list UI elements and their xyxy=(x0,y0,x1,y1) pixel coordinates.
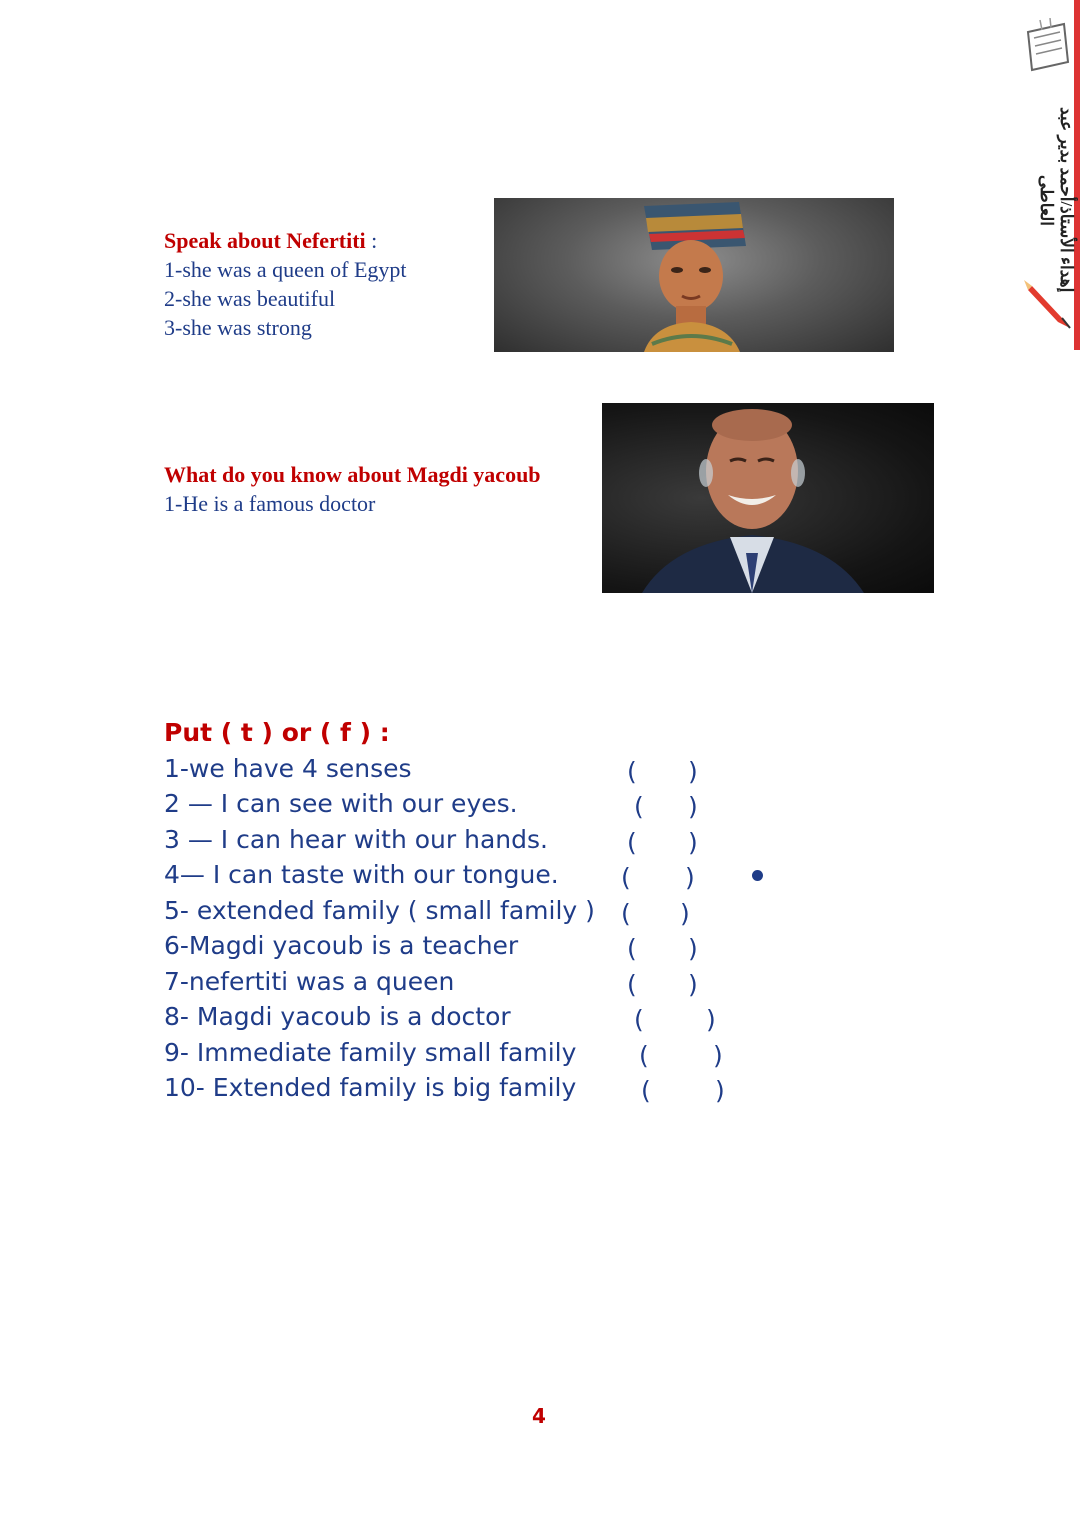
answer-open-paren: ( xyxy=(627,828,637,857)
exercise-item: 9- Immediate family small family xyxy=(164,1038,577,1067)
magdi-portrait-illustration xyxy=(602,403,934,593)
nefertiti-section xyxy=(164,226,407,342)
answer-close-paren: ) xyxy=(680,899,690,928)
answer-close-paren: ) xyxy=(685,863,695,892)
exercise-heading: Put ( t ) or ( f ) : xyxy=(164,718,390,747)
magdi-yacoub-photo xyxy=(602,403,934,593)
nefertiti-line: 2-she was beautiful xyxy=(164,286,336,311)
answer-open-paren: ( xyxy=(641,1076,651,1105)
answer-open-paren: ( xyxy=(634,792,644,821)
answer-open-paren: ( xyxy=(627,934,637,963)
exercise-item: 10- Extended family is big family xyxy=(164,1073,577,1102)
exercise-item: 2 — I can see with our eyes. xyxy=(164,789,518,818)
answer-open-paren: ( xyxy=(621,863,631,892)
answer-close-paren: ) xyxy=(706,1005,716,1034)
exercise-item: 3 — I can hear with our hands. xyxy=(164,825,548,854)
magdi-heading: What do you know about Magdi yacoub xyxy=(164,462,541,487)
nefertiti-heading-colon: : xyxy=(365,228,378,253)
answer-close-paren: ) xyxy=(715,1076,725,1105)
nefertiti-bust-image xyxy=(494,198,894,352)
answer-close-paren: ) xyxy=(688,757,698,786)
answer-close-paren: ) xyxy=(688,934,698,963)
exercise-item: 6-Magdi yacoub is a teacher xyxy=(164,931,519,960)
answer-close-paren: ) xyxy=(713,1041,723,1070)
answer-close-paren: ) xyxy=(688,970,698,999)
answer-open-paren: ( xyxy=(634,1005,644,1034)
bullet-dot xyxy=(752,870,763,881)
nefertiti-line: 1-she was a queen of Egypt xyxy=(164,257,407,282)
answer-close-paren: ) xyxy=(688,828,698,857)
exercise-item: 5- extended family ( small family ) xyxy=(164,896,595,925)
magdi-section xyxy=(164,460,541,518)
answer-open-paren: ( xyxy=(621,899,631,928)
answer-open-paren: ( xyxy=(627,970,637,999)
answer-close-paren: ) xyxy=(688,792,698,821)
answer-open-paren: ( xyxy=(627,757,637,786)
exercise-item: 4— I can taste with our tongue. xyxy=(164,860,559,889)
side-credit-text: إهداء الأستاذ/أحمد بدير عبد العاطى xyxy=(1037,107,1076,293)
magdi-line: 1-He is a famous doctor xyxy=(164,491,376,516)
exercise-item: 1-we have 4 senses xyxy=(164,754,412,783)
exercise-item: 8- Magdi yacoub is a doctor xyxy=(164,1002,511,1031)
nefertiti-line: 3-she was strong xyxy=(164,315,312,340)
answer-open-paren: ( xyxy=(639,1041,649,1070)
exercise-item: 7-nefertiti was a queen xyxy=(164,967,455,996)
nefertiti-heading: Speak about Nefertiti xyxy=(164,228,366,253)
nefertiti-bust-illustration xyxy=(494,198,894,352)
page-number: 4 xyxy=(532,1404,546,1428)
